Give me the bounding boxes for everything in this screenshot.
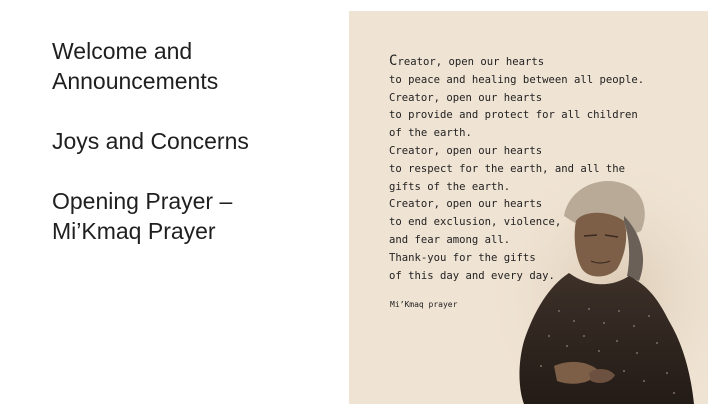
poem-line: to peace and healing between all people. <box>389 73 645 86</box>
slide-agenda-text <box>52 36 332 276</box>
prayer-poster <box>349 11 708 404</box>
poem-line: to end exclusion, violence, <box>389 216 562 229</box>
agenda-item-prayer <box>52 186 332 246</box>
poem-line: gifts of the earth. <box>389 180 511 193</box>
agenda-item-welcome <box>52 36 332 96</box>
poem-line: to provide and protect for all children <box>389 109 638 122</box>
poem-line: Creator, open our hearts <box>389 144 543 157</box>
poem-line: to respect for the earth, and all the <box>389 162 625 175</box>
poem-line: Creator, open our hearts <box>389 53 545 69</box>
poem-line: Thank-you for the gifts <box>389 251 536 264</box>
poem-line: Creator, open our hearts <box>389 91 543 104</box>
poem-line: of this day and every day. <box>389 269 555 282</box>
poem-line: of the earth. <box>389 127 472 140</box>
prayer-poem <box>389 53 689 285</box>
agenda-line: Opening Prayer – <box>52 188 233 214</box>
agenda-line: Joys and Concerns <box>52 128 249 154</box>
agenda-item-joys <box>52 126 332 156</box>
agenda-line: Announcements <box>52 68 219 94</box>
poem-line: and fear among all. <box>389 233 511 246</box>
poem-line: Creator, open our hearts <box>389 198 543 211</box>
agenda-line: Mi’Kmaq Prayer <box>52 218 216 244</box>
agenda-line: Welcome and <box>52 38 193 64</box>
poem-attribution: Mi’Kmaq prayer <box>390 300 458 309</box>
